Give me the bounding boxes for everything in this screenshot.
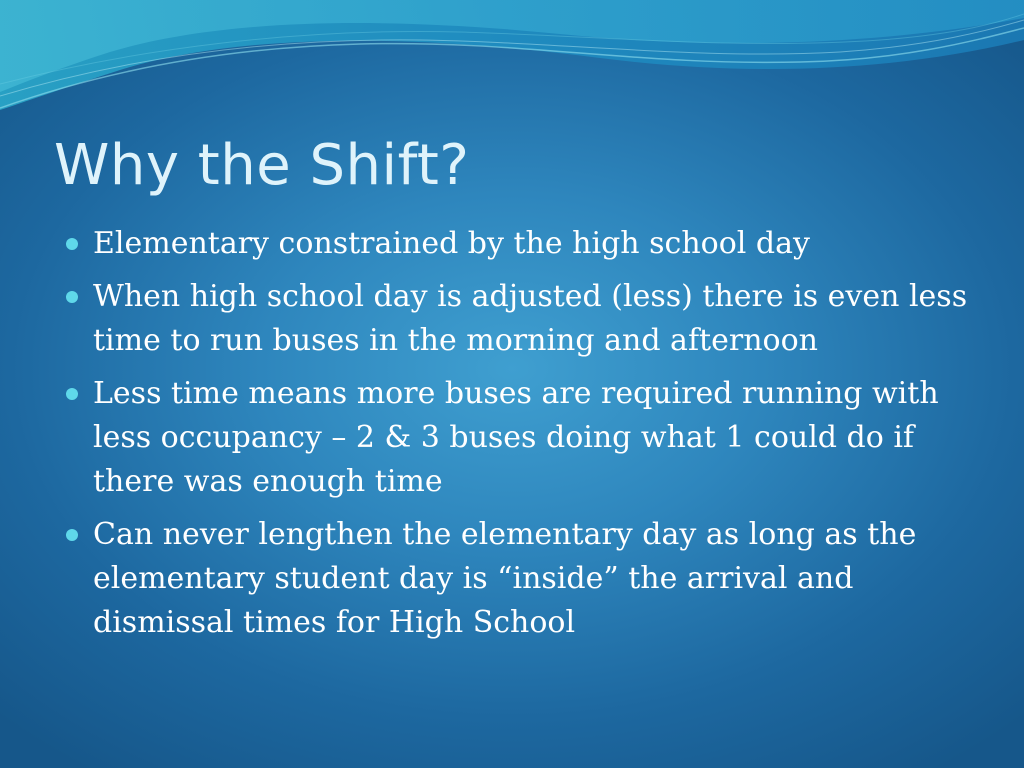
bullet-dot-icon xyxy=(66,238,78,250)
bullet-text: When high school day is adjusted (less) there is even less time to run buses in the morning and afternoon xyxy=(93,279,968,358)
bullet-dot-icon xyxy=(66,388,78,400)
bullet-item xyxy=(63,275,983,363)
bullet-dot-icon xyxy=(66,291,78,303)
slide-title: Why the Shift? xyxy=(54,133,470,198)
bullet-dot-icon xyxy=(66,529,78,541)
bullet-item xyxy=(63,372,983,504)
bullet-text: Less time means more buses are required running with less occupancy – 2 & 3 buses doing what 1 could do if there was enough time xyxy=(93,376,939,499)
wave-header-decoration xyxy=(0,0,1024,120)
bullet-item xyxy=(63,513,983,645)
bullet-item xyxy=(63,222,983,266)
bullet-list xyxy=(63,222,983,654)
bullet-text: Can never lengthen the elementary day as long as the elementary student day is “inside” the arrival and dismissal times for High School xyxy=(93,517,917,640)
bullet-text: Elementary constrained by the high school day xyxy=(93,226,810,261)
